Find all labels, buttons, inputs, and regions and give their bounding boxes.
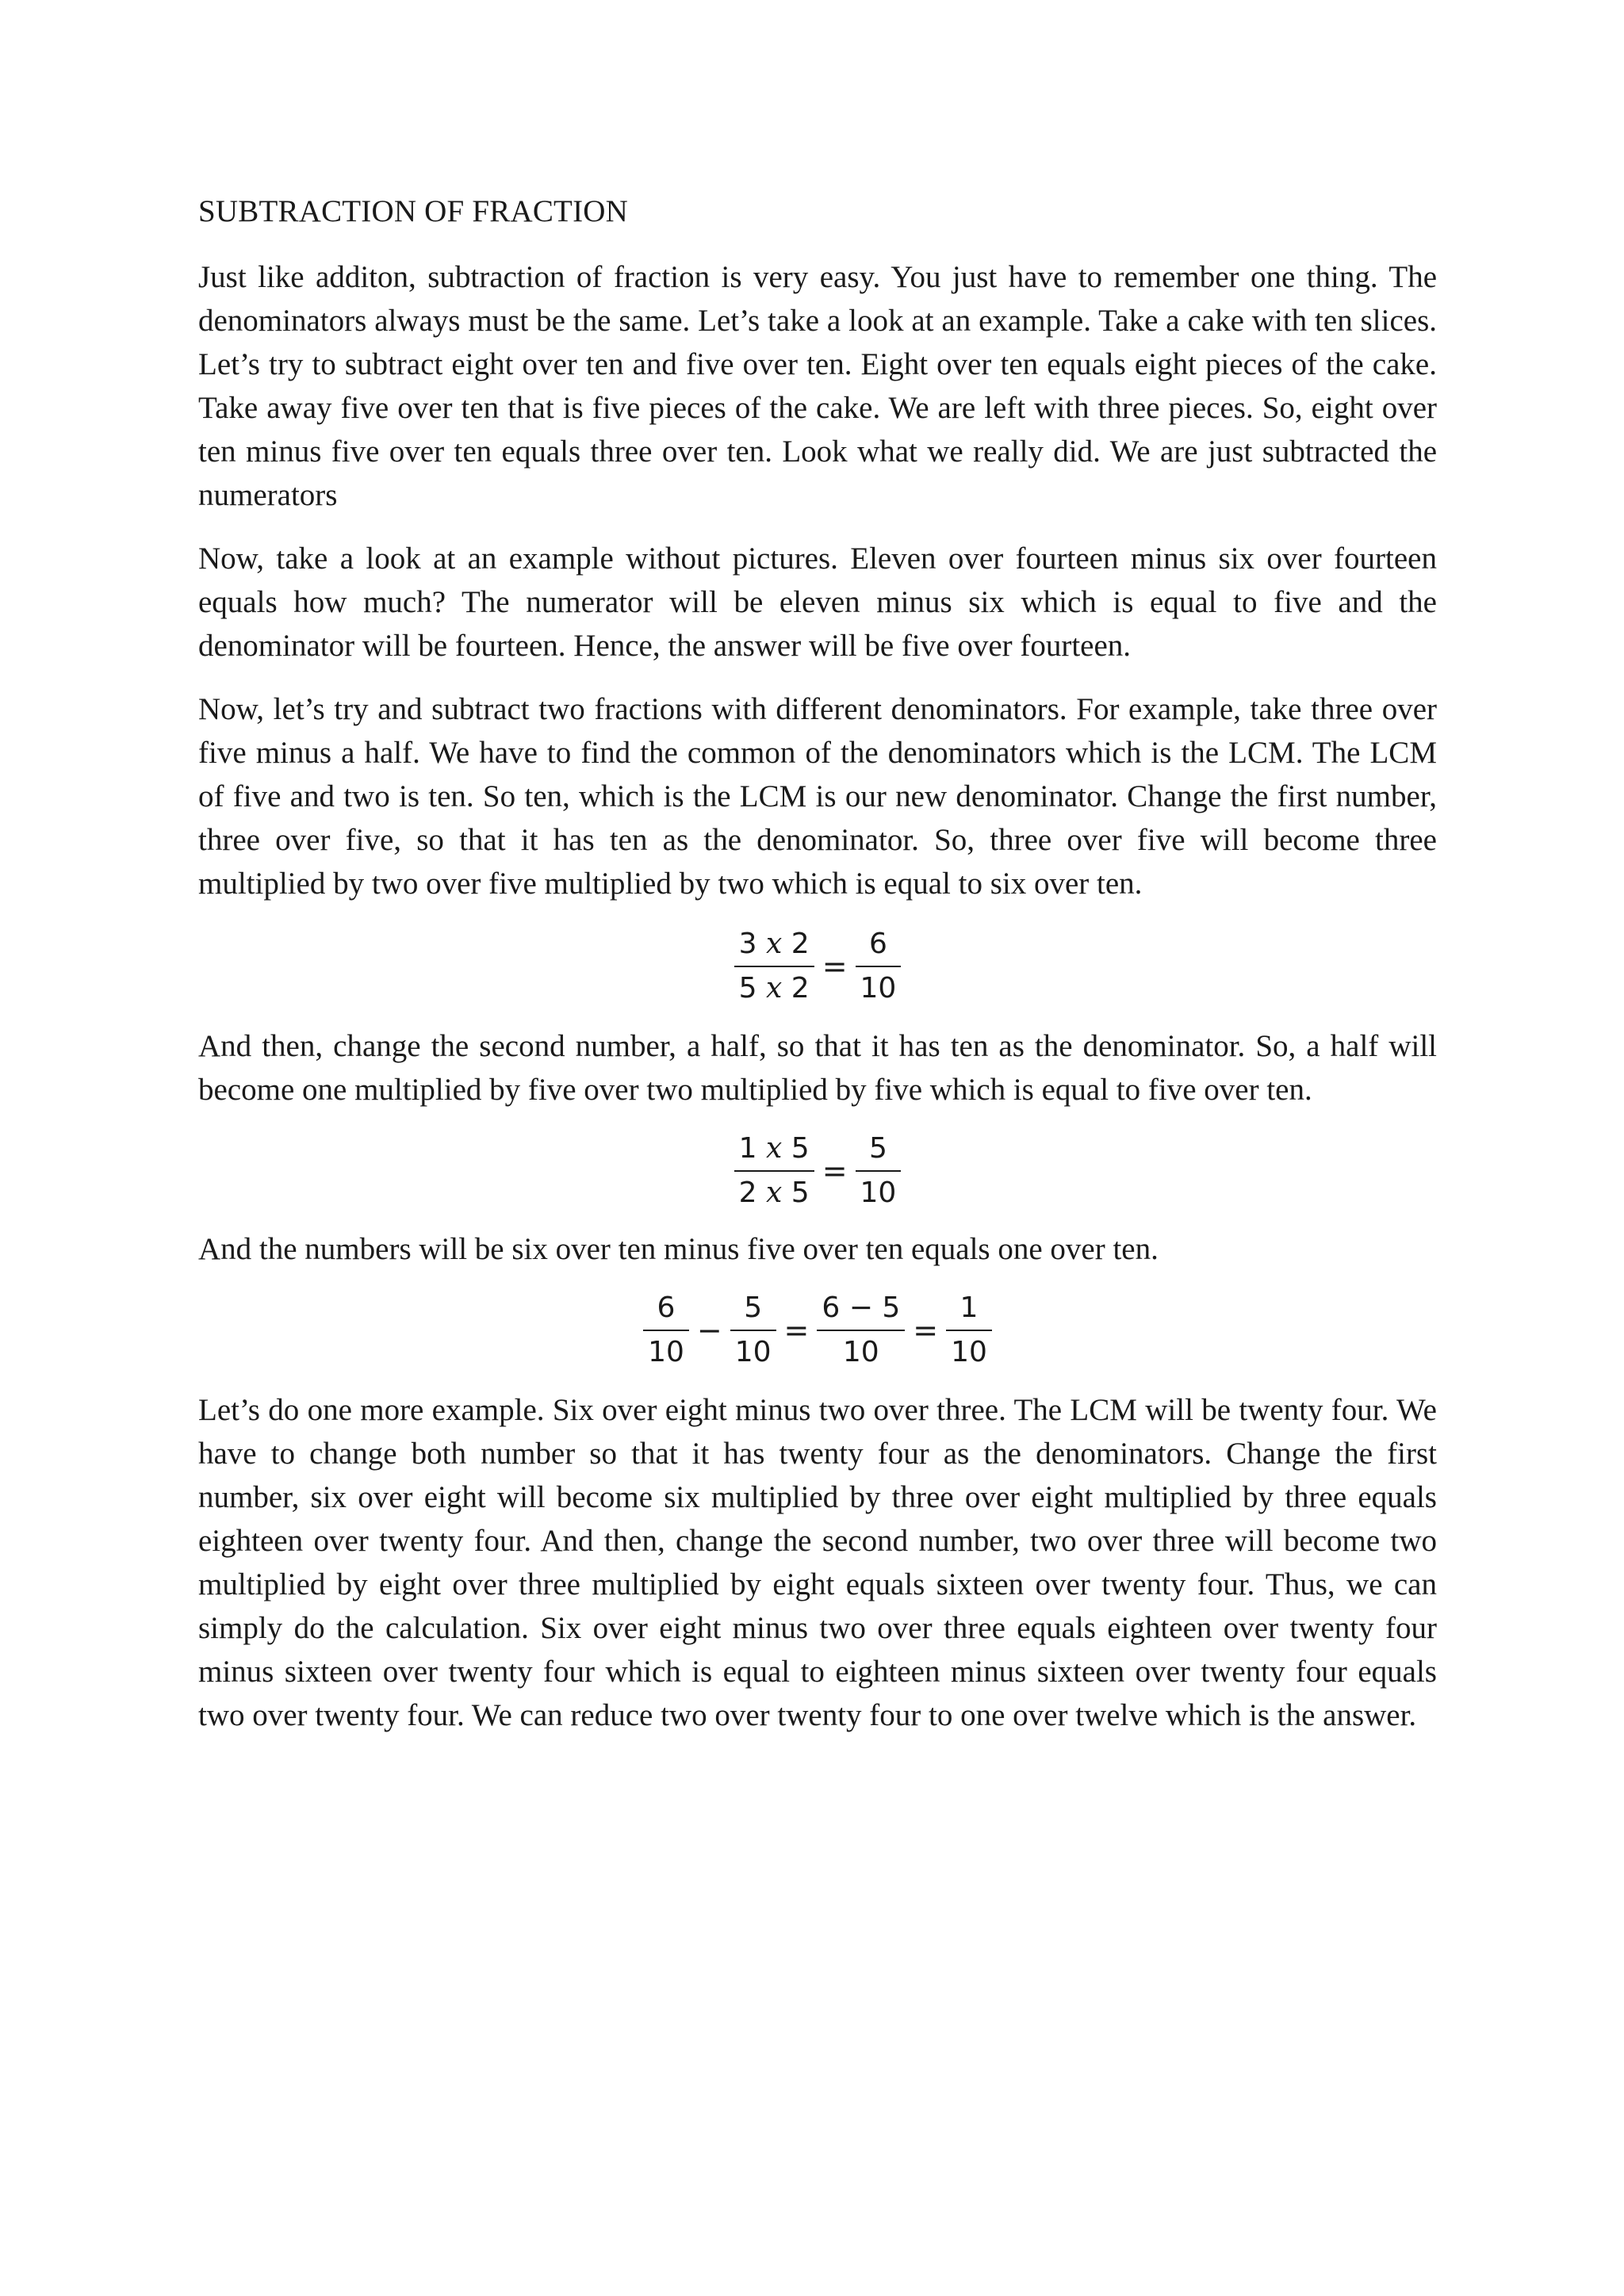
equation-subtraction-result [198, 1279, 1437, 1382]
fraction-denominator: 10 [734, 1336, 772, 1368]
document-page [198, 190, 1437, 1757]
fraction-six-tenths [643, 1288, 689, 1372]
equals-sign: = [822, 1154, 848, 1188]
fraction-numerator: 1 [959, 1292, 979, 1324]
equation-three-fifths [198, 915, 1437, 1018]
equation-one-half [198, 1119, 1437, 1223]
equals-sign: = [783, 1313, 810, 1348]
fraction-numerator: 5 [868, 1132, 887, 1165]
fraction-five-tenths [730, 1288, 776, 1372]
fraction-bar [946, 1330, 992, 1331]
fraction-bar [817, 1330, 905, 1331]
fraction-rhs [856, 924, 902, 1008]
paragraph-second-number: And then, change the second number, a half, so that it has ten as the denominator. So, a half will become one multiplied by five over two multiplied by five which is equal to five over ten. [198, 1029, 1437, 1107]
fraction-bar [643, 1330, 689, 1331]
fraction-numerator: 3 x 2 [738, 928, 810, 960]
minus-sign: − [696, 1313, 722, 1348]
paragraph-intro: Just like additon, subtraction of fraction is very easy. You just have to remember one thing. The denominators always must be the same. Let’s take a look at an example. Take a cake with ten slices. Let’s try to subtract eight over ten and five over ten. Eight over ten equals eight pieces of the cake. Take away five over ten that is five pieces of the cake. We are left with three pieces. So, eight over ten minus five over ten equals three over ten. Look what we really did. We are just subtracted the numerators [198, 260, 1437, 512]
fraction-denominator: 10 [951, 1336, 987, 1368]
paragraph-different-denominators: Now, let’s try and subtract two fractions with different denominators. For example, take three over five minus a half. We have to find the common of the denominators which is the LCM. The LCM of five and two is ten. So ten, which is the LCM is our new denominator. Change the first number, three over five, so that it has ten as the denominator. So, three over five will become three multiplied by two over five multiplied by two which is equal to six over ten. [198, 692, 1437, 901]
fraction-bar [856, 1170, 902, 1172]
fraction-numerator: 6 [868, 928, 887, 960]
paragraph-numbers: And the numbers will be six over ten minus five over ten equals one over ten. [198, 1232, 1159, 1266]
equals-sign: = [913, 1313, 939, 1348]
fraction-lhs [734, 924, 814, 1008]
fraction-bar [734, 966, 814, 967]
fraction-denominator: 10 [860, 972, 897, 1004]
fraction-denominator: 2 x 5 [738, 1177, 810, 1209]
fraction-difference [817, 1288, 905, 1372]
paragraph-one-more-example: Let’s do one more example. Six over eight minus two over three. The LCM will be twenty four. We have to change both number so that it has twenty four as the denominators. Change the first number, six over eight will become six multiplied by three over eight multiplied by three equals eighteen over twenty four. And then, change the second number, two over three will become two multiplied by eight over three multiplied by eight equals sixteen over twenty four. Thus, we can simply do the calculation. Six over eight minus two over three equals eighteen over twenty four minus sixteen over twenty four which is equal to eighteen minus sixteen over twenty four equals two over twenty four. We can reduce two over twenty four to one over twelve which is the answer. [198, 1393, 1437, 1732]
paragraph-example-no-pictures: Now, take a look at an example without pictures. Eleven over fourteen minus six over fourteen equals how much? The numerator will be eleven minus six which is equal to five and the denominator will be fourteen. Hence, the answer will be five over fourteen. [198, 541, 1437, 663]
fraction-numerator: 6 [657, 1292, 676, 1324]
fraction-bar [730, 1330, 776, 1331]
fraction-denominator: 10 [842, 1336, 879, 1368]
fraction-lhs [734, 1129, 814, 1213]
fraction-bar [734, 1170, 814, 1172]
fraction-bar [856, 966, 902, 967]
fraction-numerator: 5 [744, 1292, 763, 1324]
fraction-denominator: 10 [648, 1336, 684, 1368]
fraction-denominator: 10 [860, 1177, 897, 1209]
fraction-rhs [856, 1129, 902, 1213]
equals-sign: = [822, 949, 848, 984]
page-title: SUBTRACTION OF FRACTION [198, 194, 628, 228]
fraction-numerator: 6 − 5 [822, 1292, 901, 1324]
fraction-one-tenth [946, 1288, 992, 1372]
fraction-numerator: 1 x 5 [738, 1132, 810, 1165]
fraction-denominator: 5 x 2 [738, 972, 810, 1004]
